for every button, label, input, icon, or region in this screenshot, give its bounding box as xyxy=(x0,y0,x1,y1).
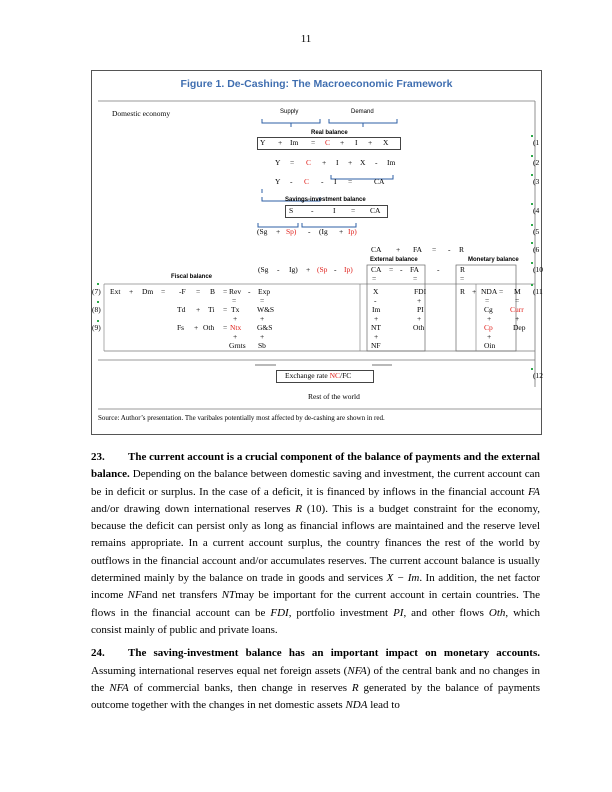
eq2-plus2: + xyxy=(348,158,353,167)
eq-marker xyxy=(531,368,533,370)
mon-eq-sign: = xyxy=(515,296,520,305)
row8-eq: = xyxy=(223,305,228,314)
eq2-y: Y xyxy=(275,158,281,167)
row8-ti: Ti xyxy=(208,305,215,314)
eq2-im: Im xyxy=(387,158,396,167)
row-marker xyxy=(97,301,99,303)
paragraph-lead: The saving-investment balance has an important impact on monetary accounts. xyxy=(128,647,540,660)
row9-fs: Fs xyxy=(177,323,185,332)
row-marker xyxy=(97,283,99,285)
math: NDA xyxy=(345,699,368,712)
text: may be important for the current account in certain countries. The flows in the financial account can be xyxy=(91,589,540,619)
row7-plus2: + xyxy=(472,287,477,296)
text: Assuming international reserves equal net foreign assets ( xyxy=(91,664,348,677)
mon-plus-sign: + xyxy=(487,332,492,341)
fiscal-plus-sign: + xyxy=(260,332,265,341)
eq5-ip: Ip) xyxy=(348,227,357,236)
real-balance-label: Real balance xyxy=(311,130,348,136)
row7-eq4: = xyxy=(499,287,504,296)
exchange-rate-fc: /FC xyxy=(339,371,352,380)
eq-number-2: (2 xyxy=(533,158,540,167)
eq2-i: I xyxy=(336,158,339,167)
row7-b: B xyxy=(210,287,216,296)
text: ) of the central bank and no changes in the xyxy=(91,664,541,694)
eq6-r: R xyxy=(459,245,465,254)
text: Depending on the balance between domestic saving and investment, the current account can be in deficit or surplus. In the case of a deficit, it is financed by inflows in the financial account xyxy=(91,468,540,498)
text: , portfolio investment xyxy=(288,606,394,619)
eq5-sp: Sp) xyxy=(286,227,297,236)
row9-nt: NT xyxy=(371,323,381,332)
text: , which consist mainly of public and private loans. xyxy=(91,606,540,636)
eq6-ca: CA xyxy=(371,245,382,254)
math: FA xyxy=(527,485,540,498)
row8-tx: Tx xyxy=(231,305,240,314)
row10-nf: NF xyxy=(371,341,381,350)
page-number: 11 xyxy=(300,33,312,45)
eq3-i: I xyxy=(334,177,337,186)
text: (10). This is a budget constraint for the economy, because the deficit can persist only as long as financial inflows are maintained and the reserve level remains appropriate. In a current account surplus, the country finances the rest of the world by outflows in the financial account and/or accumulates reserves. The current account balance is usually determined mainly by the balance on trade in goods and services xyxy=(91,502,540,585)
eq3-minus2: - xyxy=(321,177,324,186)
row7-eq3: = xyxy=(223,287,228,296)
row10-grnts: Grnts xyxy=(229,341,246,350)
math: R xyxy=(351,681,359,694)
row8-td: Td xyxy=(177,305,186,314)
row7-ext: Ext xyxy=(110,287,121,296)
ext-eq-sign: = xyxy=(372,274,377,283)
eq10-sp: (Sp xyxy=(317,265,328,274)
row8-curr: Curr xyxy=(510,305,524,314)
eq10-fa: FA xyxy=(410,265,420,274)
row9-oth: Oth xyxy=(203,323,215,332)
eq-marker xyxy=(531,242,533,244)
external-balance-label: External balance xyxy=(370,257,418,263)
savings-investment-label: Savings-investment balance xyxy=(285,197,366,203)
eq5-minus: - xyxy=(308,227,311,236)
row8-pi: PI xyxy=(417,305,424,314)
ext-plus-sign: + xyxy=(417,314,422,323)
eq2-minus: - xyxy=(375,158,378,167)
row8-plus: + xyxy=(196,305,201,314)
row7-x: X xyxy=(373,287,379,296)
eq1-plus2: + xyxy=(340,138,345,147)
row9-plus: + xyxy=(194,323,199,332)
paragraph-24 xyxy=(91,645,540,714)
row-number-8: (8) xyxy=(92,305,101,314)
math: NFA xyxy=(347,664,367,677)
eq1-y: Y xyxy=(260,138,266,147)
row7-exp: Exp xyxy=(258,287,271,296)
paragraph-lead: The current account is a crucial component of the balance of payments and the external balance. xyxy=(91,451,540,481)
math: NFA xyxy=(109,681,129,694)
fiscal-plus-sign: + xyxy=(233,314,238,323)
fiscal-balance-label: Fiscal balance xyxy=(171,274,213,280)
eq-marker xyxy=(531,224,533,226)
monetary-balance-label: Monetary balance xyxy=(468,257,519,263)
math: FDI xyxy=(270,606,289,619)
row10-sb: Sb xyxy=(258,341,266,350)
eq-number-11: (11 xyxy=(533,287,543,296)
demand-label: Demand xyxy=(351,109,374,115)
eq5-sg: (Sg xyxy=(257,227,268,236)
row7-m: M xyxy=(514,287,521,296)
eq1-plus3: + xyxy=(368,138,373,147)
eq-marker xyxy=(531,155,533,157)
eq10-eq: = xyxy=(389,265,394,274)
mon-eq-sign: = xyxy=(485,296,490,305)
eq10-minus: - xyxy=(277,265,280,274)
fiscal-eq-sign: = xyxy=(260,296,265,305)
eq1-plus: + xyxy=(278,138,283,147)
eq6-eq: = xyxy=(432,245,437,254)
row-number-9: (9) xyxy=(92,323,101,332)
mon-plus-sign: + xyxy=(515,314,520,323)
row9-eq: = xyxy=(223,323,228,332)
row7-minus: - xyxy=(248,287,251,296)
eq3-ca: CA xyxy=(374,177,385,186)
figure-source: Source: Author’s presentation. The varibales potentially most affected by de-cashing are shown in red. xyxy=(98,414,385,422)
ext-plus-sign: + xyxy=(374,332,379,341)
row9-dep: Dep xyxy=(513,323,526,332)
eq2-x: X xyxy=(360,158,366,167)
eq-number-5: (5 xyxy=(533,227,540,236)
eq-number-10: (10 xyxy=(533,265,543,274)
math: PI xyxy=(393,606,404,619)
figure-title: Figure 1. De-Cashing: The Macroeconomic Framework xyxy=(180,78,453,90)
text: , and other flows xyxy=(403,606,489,619)
eq-marker xyxy=(531,262,533,264)
eq10-plus: + xyxy=(306,265,311,274)
eq10-r: R xyxy=(460,265,466,274)
eq1-im: Im xyxy=(290,138,299,147)
eq3-y: Y xyxy=(275,177,281,186)
row7-rev: Rev xyxy=(229,287,242,296)
mon-eq-sign: = xyxy=(460,274,465,283)
eq10-minus3: - xyxy=(400,265,403,274)
eq5-plus2: + xyxy=(339,227,344,236)
ext-plus-sign: + xyxy=(417,296,422,305)
text: and/or drawing down international reserves xyxy=(91,502,296,515)
row-marker xyxy=(97,320,99,322)
eq6-plus: + xyxy=(396,245,401,254)
math: X − Im xyxy=(386,572,420,585)
math: NT xyxy=(221,589,236,602)
paragraph-number: 23. xyxy=(91,451,105,463)
row9-ntx: Ntx xyxy=(230,323,242,332)
fiscal-plus-sign: + xyxy=(233,332,238,341)
supply-label: Supply xyxy=(280,109,299,115)
row9-gs: G&S xyxy=(257,323,273,332)
eq1-x: X xyxy=(383,138,389,147)
row-number-7: (7) xyxy=(92,287,101,296)
eq-marker xyxy=(531,284,533,286)
eq6-fa: FA xyxy=(413,245,423,254)
math: NF xyxy=(127,589,142,602)
eq1-eq: = xyxy=(311,138,316,147)
row7-eq2: = xyxy=(196,287,201,296)
eq-marker xyxy=(531,135,533,137)
text: lead to xyxy=(367,699,400,712)
fiscal-plus-sign: + xyxy=(260,314,265,323)
row8-cg: Cg xyxy=(484,305,493,314)
exchange-rate-text: Exchange rate xyxy=(285,371,330,380)
eq5-plus: + xyxy=(276,227,281,236)
eq1-i: I xyxy=(355,138,358,147)
eq-number-6: (6 xyxy=(533,245,540,254)
paragraph-number: 24. xyxy=(91,647,105,660)
text: generated by the balance of payments outcome together with the changes in net domestic assets xyxy=(91,681,540,712)
text: and net transfers xyxy=(141,589,222,602)
eq4-s: S xyxy=(289,206,294,215)
eq-marker xyxy=(531,174,533,176)
row7-f: -F xyxy=(179,287,186,296)
mon-plus-sign: + xyxy=(487,314,492,323)
row9-cp: Cp xyxy=(484,323,493,332)
row9-oth-ext: Oth xyxy=(413,323,425,332)
body-text xyxy=(91,449,540,714)
exchange-rate-nc: NC xyxy=(329,371,340,380)
eq4-minus: - xyxy=(311,206,314,215)
text: of commercial banks, then change in reserves xyxy=(128,681,352,694)
row7-nda: NDA xyxy=(481,287,498,296)
eq4-i: I xyxy=(333,206,336,215)
exchange-rate-label xyxy=(285,371,351,380)
eq10-minus4: - xyxy=(437,265,440,274)
eq1-c: C xyxy=(325,138,331,147)
row7-fdi: FDI xyxy=(414,287,427,296)
eq2-eq: = xyxy=(290,158,295,167)
domestic-economy-label: Domestic economy xyxy=(112,109,171,118)
rest-of-world-label: Rest of the world xyxy=(308,392,360,401)
eq-number-12: (12 xyxy=(533,371,543,380)
math: R xyxy=(295,502,303,515)
row7-plus: + xyxy=(129,287,134,296)
eq2-c: C xyxy=(306,158,312,167)
eq4-ca: CA xyxy=(370,206,381,215)
row7-eq: = xyxy=(161,287,166,296)
row8-im: Im xyxy=(372,305,381,314)
math: Oth xyxy=(488,606,506,619)
row7-r: R xyxy=(460,287,466,296)
ext-eq-sign: = xyxy=(413,274,418,283)
ext-minus-sign: - xyxy=(374,296,377,305)
eq-marker xyxy=(531,203,533,205)
paragraph-23 xyxy=(91,449,540,639)
eq10-ip: Ip) xyxy=(344,265,353,274)
row7-dm: Dm xyxy=(142,287,154,296)
eq10-minus2: - xyxy=(334,265,337,274)
eq10-sg: (Sg xyxy=(258,265,269,274)
eq-number-4: (4 xyxy=(533,206,540,215)
eq4-eq: = xyxy=(351,206,356,215)
eq-number-3: (3 xyxy=(533,177,540,186)
eq10-ig: Ig) xyxy=(289,265,298,274)
text: . In addition, the net factor income xyxy=(91,572,540,602)
eq6-minus: - xyxy=(448,245,451,254)
eq3-minus: - xyxy=(290,177,293,186)
fiscal-eq-sign: = xyxy=(232,296,237,305)
row10-oin: Oin xyxy=(484,341,496,350)
ext-plus-sign: + xyxy=(374,314,379,323)
eq3-eq: = xyxy=(348,177,353,186)
row8-ws: W&S xyxy=(257,305,275,314)
eq10-ca: CA xyxy=(371,265,382,274)
eq3-c: C xyxy=(304,177,310,186)
eq5-ig: (Ig xyxy=(319,227,328,236)
eq-number-1: (1 xyxy=(533,138,540,147)
eq2-plus: + xyxy=(322,158,327,167)
figure-1 xyxy=(91,70,542,435)
